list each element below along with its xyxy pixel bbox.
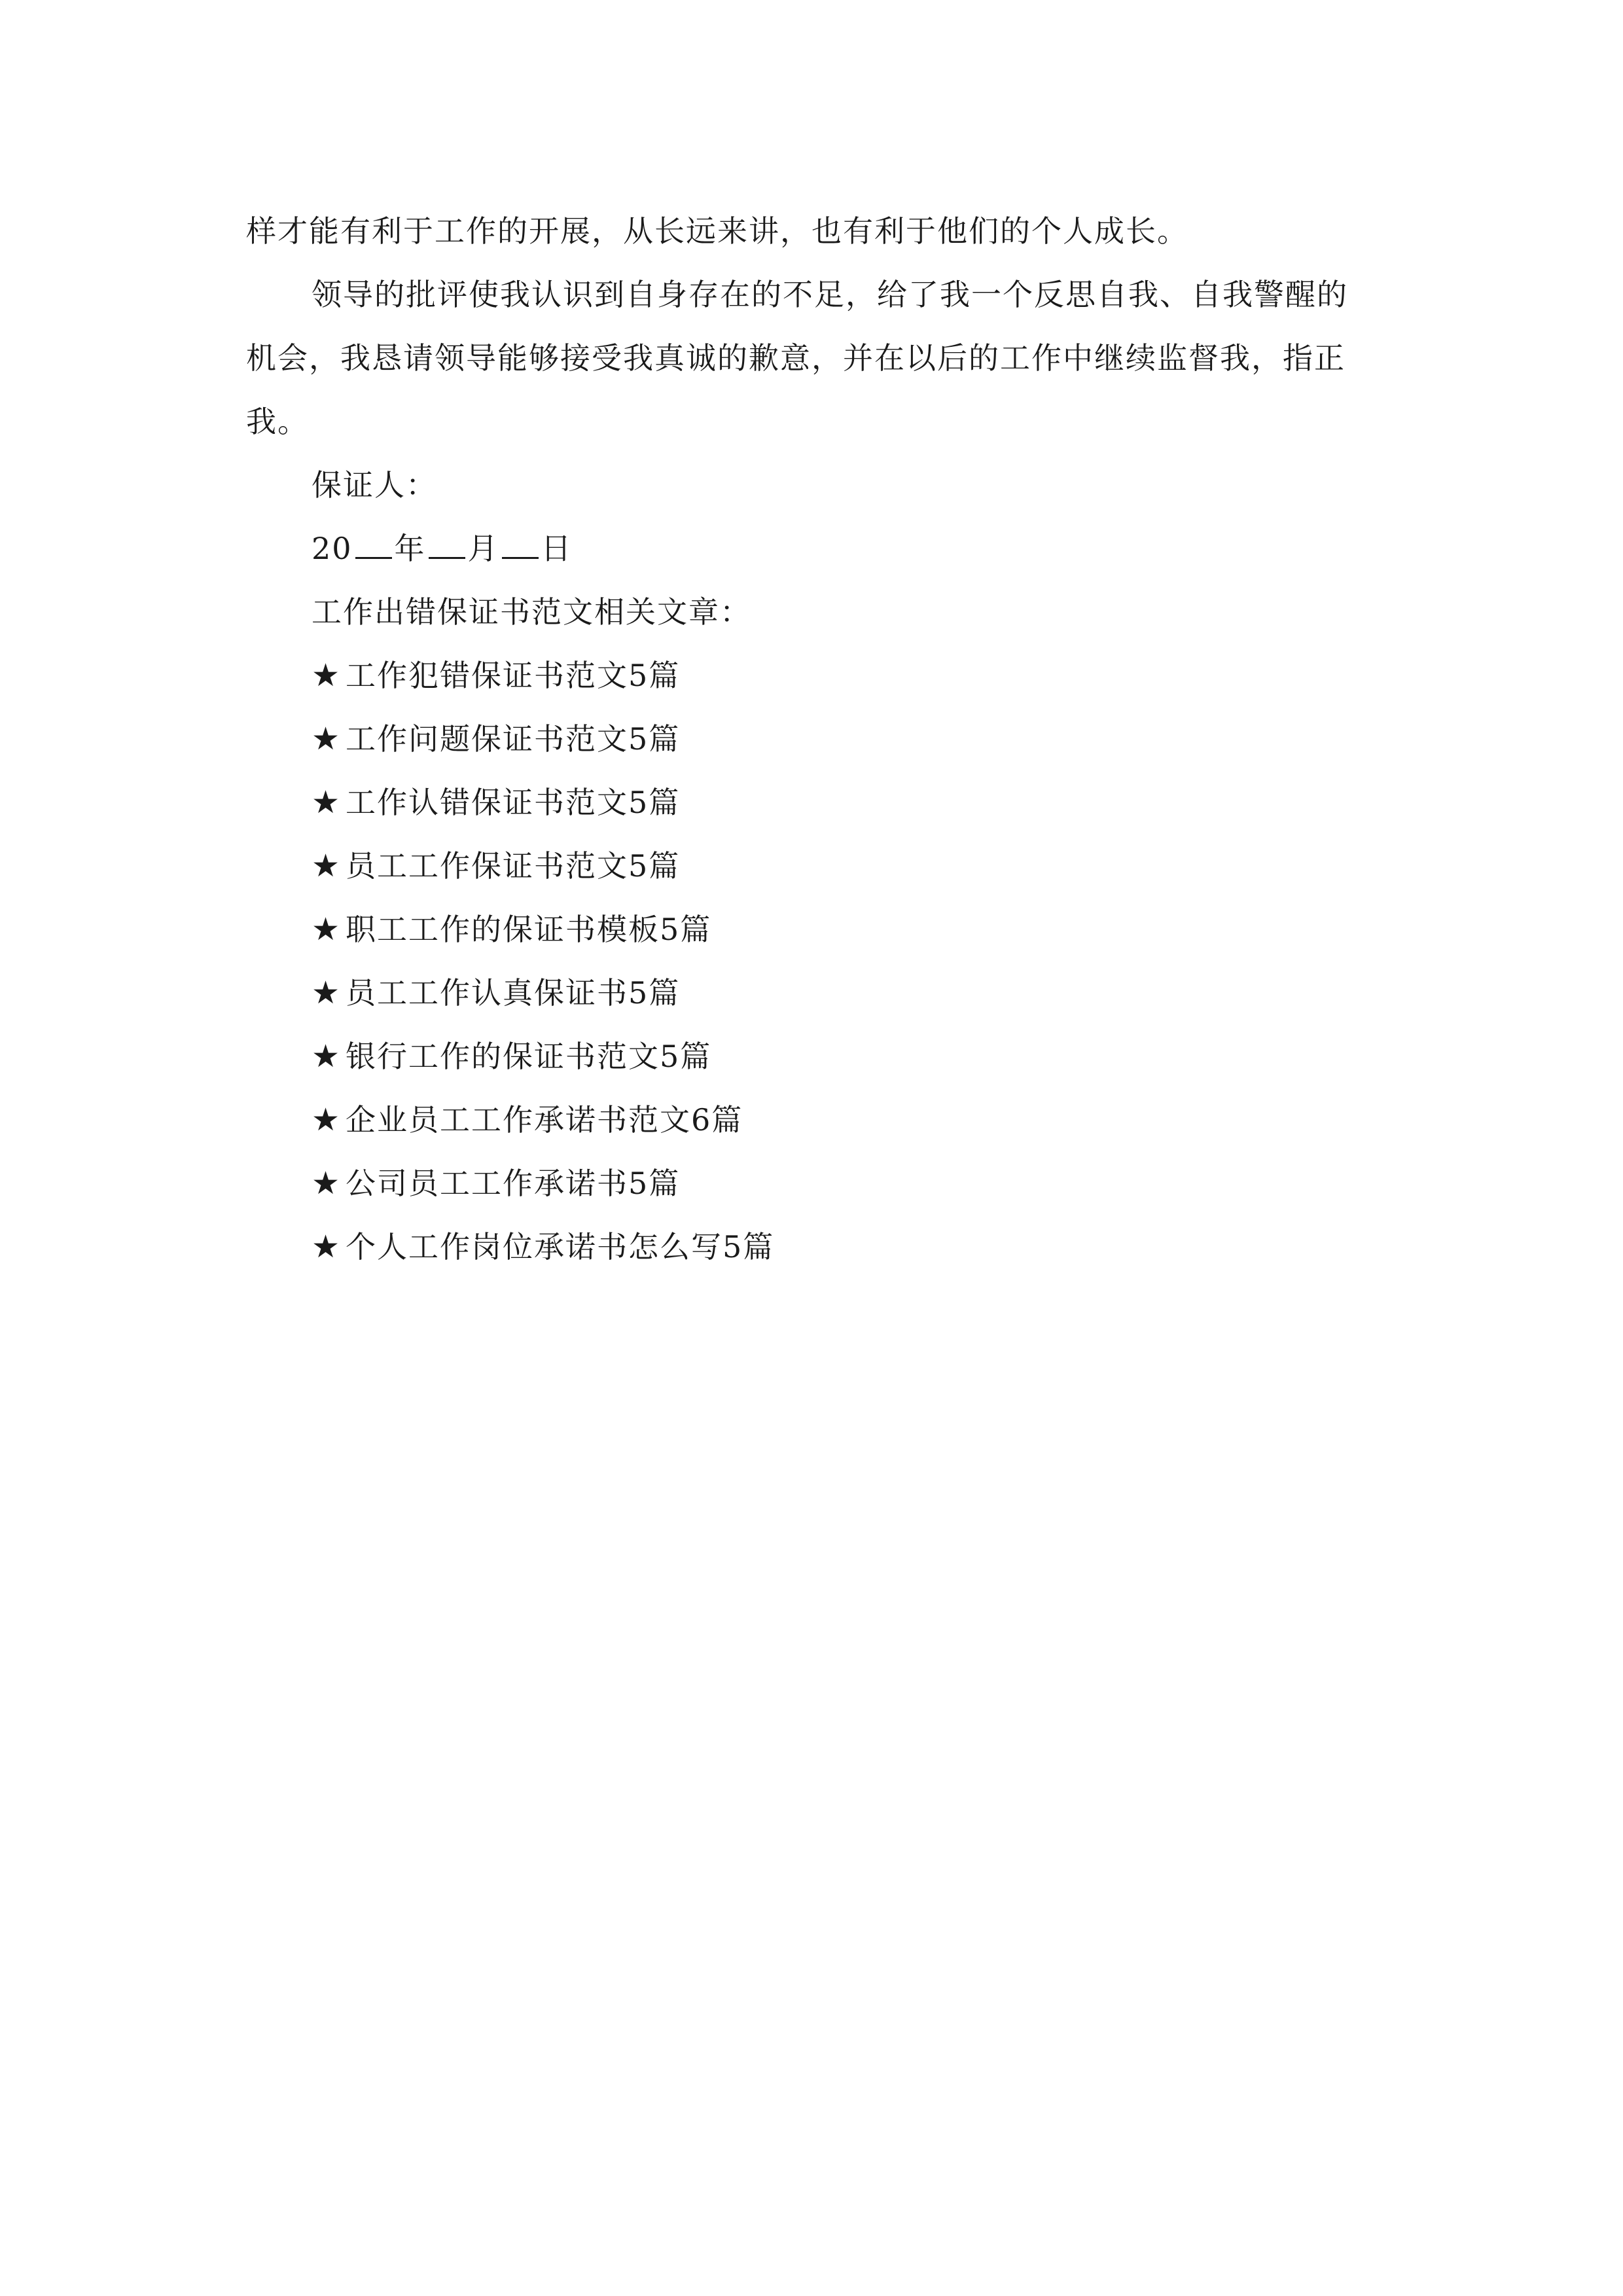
- guarantor-label: 保证人：: [312, 467, 437, 503]
- star-icon: ★: [312, 784, 342, 821]
- related-item-label: 工作犯错保证书范文5篇: [346, 658, 681, 693]
- related-item[interactable]: [246, 644, 1382, 708]
- document-body: [246, 200, 1382, 1279]
- related-item-label: 银行工作的保证书范文5篇: [346, 1039, 712, 1074]
- related-item-label: 工作问题保证书范文5篇: [346, 721, 681, 757]
- date-day-label: 日: [541, 531, 573, 566]
- related-item[interactable]: [246, 961, 1382, 1025]
- star-icon: ★: [312, 975, 342, 1011]
- paragraph-line-4: 我。: [246, 404, 309, 439]
- month-blank: [429, 531, 465, 559]
- related-item[interactable]: [246, 834, 1382, 898]
- related-item-label: 职工工作的保证书模板5篇: [346, 912, 712, 947]
- related-item[interactable]: [246, 708, 1382, 771]
- star-icon: ★: [312, 657, 342, 694]
- paragraph-line-1: 样才能有利于工作的开展，从长远来讲，也有利于他们的个人成长。: [246, 213, 1188, 249]
- related-list: [246, 644, 1382, 1279]
- star-icon: ★: [312, 911, 342, 948]
- paragraph-line-2: 领导的批评使我认识到自身存在的不足，给了我一个反思自我、自我警醒的: [312, 277, 1348, 312]
- related-item[interactable]: [246, 898, 1382, 961]
- date-month-label: 月: [467, 531, 499, 566]
- year-blank: [355, 531, 392, 559]
- star-icon: ★: [312, 1038, 342, 1075]
- related-item[interactable]: [246, 1215, 1382, 1279]
- star-icon: ★: [312, 721, 342, 757]
- related-item-label: 工作认错保证书范文5篇: [346, 785, 681, 820]
- related-item[interactable]: [246, 771, 1382, 834]
- related-item-label: 公司员工工作承诺书5篇: [346, 1166, 681, 1201]
- related-item-label: 员工工作保证书范文5篇: [346, 848, 681, 884]
- paragraph-line-3: 机会，我恳请领导能够接受我真诚的歉意，并在以后的工作中继续监督我，指正: [246, 340, 1346, 376]
- related-item-label: 企业员工工作承诺书范文6篇: [346, 1102, 743, 1138]
- day-blank: [502, 531, 539, 559]
- related-item[interactable]: [246, 1025, 1382, 1088]
- related-item-label: 员工工作认真保证书5篇: [346, 975, 681, 1011]
- related-item[interactable]: [246, 1152, 1382, 1215]
- star-icon: ★: [312, 848, 342, 884]
- date-year-label: 年: [394, 531, 426, 566]
- related-item-label: 个人工作岗位承诺书怎么写5篇: [346, 1229, 775, 1265]
- date-line: [246, 517, 1382, 581]
- star-icon: ★: [312, 1165, 342, 1202]
- star-icon: ★: [312, 1102, 342, 1138]
- related-heading: 工作出错保证书范文相关文章：: [312, 594, 751, 630]
- related-item[interactable]: [246, 1088, 1382, 1152]
- date-prefix: 20: [312, 531, 353, 566]
- star-icon: ★: [312, 1229, 342, 1265]
